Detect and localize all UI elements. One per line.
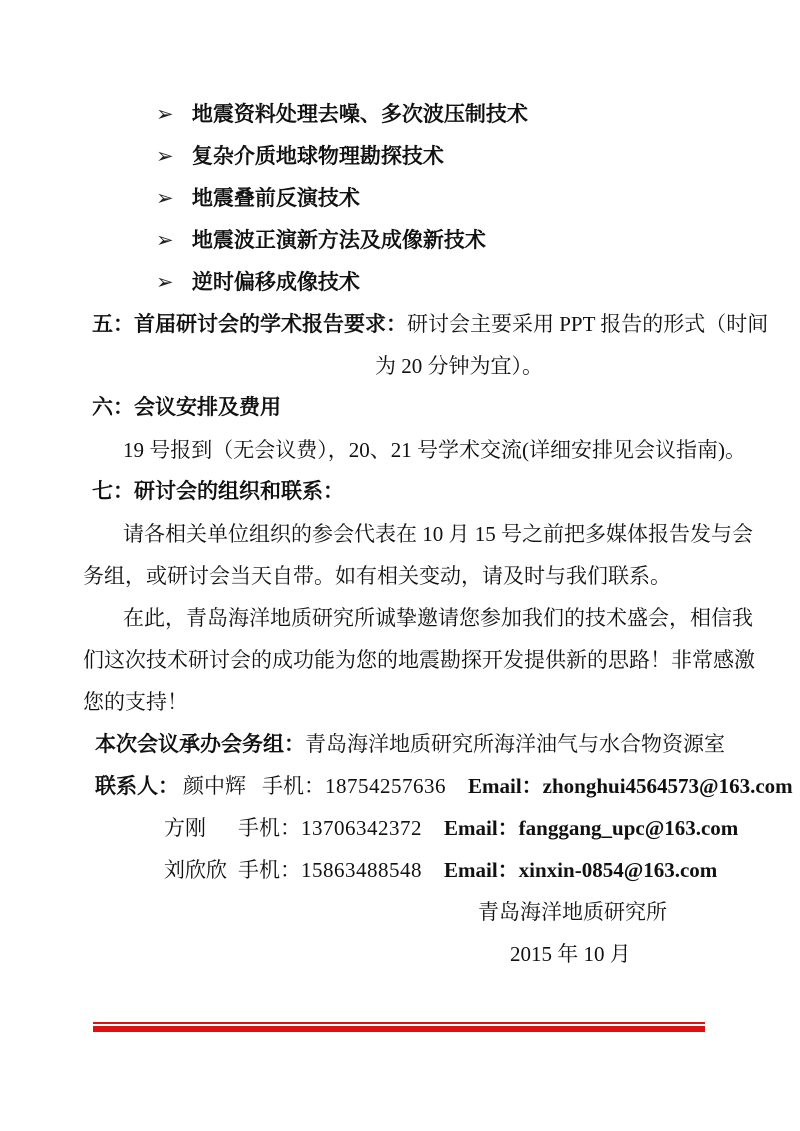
arrow-bullet-icon: ➢ <box>156 186 174 210</box>
signature-date: 2015 年 10 月 <box>510 942 631 966</box>
contact-name: 方刚 <box>164 816 206 840</box>
section6-heading: 六：会议安排及费用 <box>92 396 281 419</box>
arrow-bullet-icon: ➢ <box>156 102 174 126</box>
section7-paragraph2-line2: 们这次技术研讨会的成功能为您的地震勘探开发提供新的思路！非常感激 <box>83 648 755 672</box>
section5-body-line1: 研讨会主要采用 PPT 报告的形式（时间 <box>407 312 769 336</box>
footer-rule-thick-line <box>93 1026 705 1032</box>
section5-heading-line <box>83 303 769 345</box>
list-item <box>83 135 710 177</box>
topic-list <box>83 93 710 303</box>
email-label: Email： <box>444 858 519 882</box>
phone-label: 手机： <box>238 816 301 840</box>
section5-heading: 五：首届研讨会的学术报告要求： <box>92 313 407 336</box>
arrow-bullet-icon: ➢ <box>156 270 174 294</box>
contact-row <box>95 765 793 807</box>
footer-red-rule <box>93 1022 705 1032</box>
contact-email: fanggang_upc@163.com <box>518 816 739 840</box>
topic-text: 复杂介质地球物理勘探技术 <box>191 145 444 168</box>
list-item <box>83 261 710 303</box>
section7-paragraph2-line1: 在此，青岛海洋地质研究所诚挚邀请您参加我们的技术盛会，相信我 <box>123 606 753 630</box>
section6-body: 19 号报到（无会议费），20、21 号学术交流(详细安排见会议指南)。 <box>123 438 746 462</box>
contact-row <box>95 807 739 849</box>
topic-text: 地震资料处理去噪、多次波压制技术 <box>191 103 528 126</box>
list-item <box>83 219 710 261</box>
contact-name: 颜中辉 <box>183 774 246 798</box>
topic-text: 地震波正演新方法及成像新技术 <box>191 229 486 252</box>
section7-paragraph1-line2: 务组，或研讨会当天自带。如有相关变动，请及时与我们联系。 <box>83 564 671 588</box>
arrow-bullet-icon: ➢ <box>156 228 174 252</box>
section5-body-line2: 为 20 分钟为宜）。 <box>375 354 543 378</box>
section7-paragraph1-line1: 请各相关单位组织的参会代表在 10 月 15 号之前把多媒体报告发与会 <box>123 522 753 546</box>
phone-label: 手机： <box>238 858 301 882</box>
section7-paragraph2-line3: 您的支持！ <box>83 690 188 714</box>
contact-name: 刘欣欣 <box>164 858 227 882</box>
contact-phone: 18754257636 <box>325 774 446 798</box>
topic-text: 逆时偏移成像技术 <box>191 271 360 294</box>
signature-organization: 青岛海洋地质研究所 <box>478 900 667 924</box>
contact-phone: 15863488548 <box>301 858 422 882</box>
arrow-bullet-icon: ➢ <box>156 144 174 168</box>
contacts-label: 联系人： <box>95 775 179 798</box>
contact-email: xinxin-0854@163.com <box>518 858 718 882</box>
organizer-line <box>95 723 725 765</box>
organizer-label: 本次会议承办会务组： <box>95 733 305 756</box>
contact-row <box>95 849 718 891</box>
contact-email: zhonghui4564573@163.com <box>542 774 793 798</box>
organizer-value: 青岛海洋地质研究所海洋油气与水合物资源室 <box>305 732 725 756</box>
topic-text: 地震叠前反演技术 <box>191 187 360 210</box>
email-label: Email： <box>444 816 519 840</box>
phone-label: 手机： <box>262 774 325 798</box>
section7-heading: 七：研讨会的组织和联系： <box>92 480 344 503</box>
list-item <box>83 177 710 219</box>
email-label: Email： <box>468 774 543 798</box>
contact-phone: 13706342372 <box>301 816 422 840</box>
list-item <box>83 93 710 135</box>
